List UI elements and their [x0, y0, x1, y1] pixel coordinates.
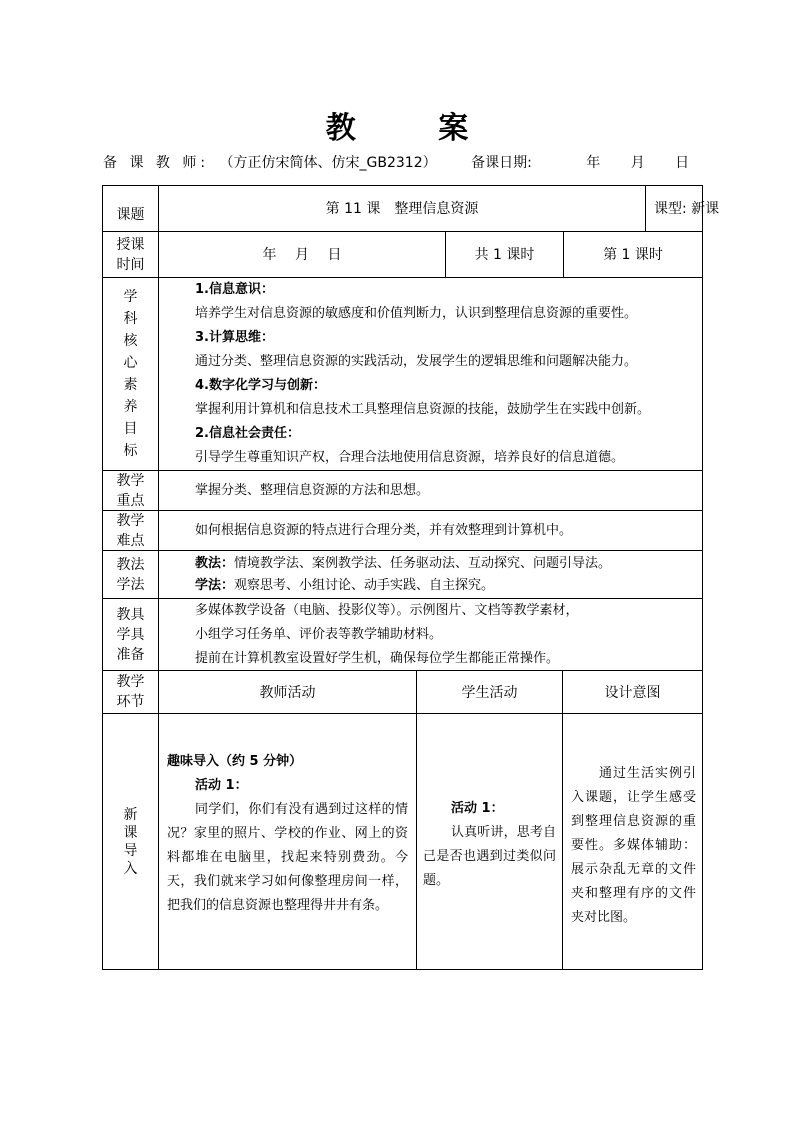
row-topic [103, 186, 720, 232]
tools-line: 提前在计算机教室设置好学生机，确保每位学生都能正常操作。 [195, 651, 560, 666]
font-note: （方正仿宋简体、仿宋_GB2312） [219, 155, 437, 171]
literacy-heading: 3.计算思维： [195, 330, 274, 345]
intro-design-intent [563, 714, 702, 969]
learn-method-label: 学法： [195, 578, 235, 593]
intro-student-activity-label: 活动 1： [451, 801, 504, 816]
header-design-intent: 设计意图 [604, 685, 661, 701]
key-point-label: 教学 重点 [103, 471, 159, 510]
row-key-point [103, 471, 702, 511]
time-date: 年 月 日 [159, 232, 446, 277]
literacy-label: 学 科 核 心 素 养 目 标 [103, 278, 159, 470]
methods-content [159, 551, 702, 598]
time-label: 授课 时间 [103, 232, 159, 277]
row-core-literacy [103, 278, 702, 471]
literacy-text: 培养学生对信息资源的敏感度和价值判断力，认识到整理信息资源的重要性。 [195, 306, 638, 321]
intro-student-text: 认真听讲，思考自己是否也遇到过类似问题。 [423, 825, 556, 888]
key-point-text: 掌握分类、整理信息资源的方法和思想。 [195, 483, 430, 498]
literacy-heading: 1.信息意识： [195, 282, 274, 297]
row-tools [103, 599, 702, 671]
difficulty-label: 教学 难点 [103, 511, 159, 550]
intro-label: 新 课 导 入 [103, 714, 159, 969]
header-teacher-activity: 教师活动 [159, 671, 417, 713]
methods-label: 教法 学法 [103, 551, 159, 598]
row-intro [103, 714, 702, 969]
intro-heading: 趣味导入（约 5 分钟） [167, 754, 303, 769]
literacy-text: 掌握利用计算机和信息技术工具整理信息资源的技能，鼓励学生在实践中创新。 [195, 402, 651, 417]
row-phase-header [103, 671, 702, 714]
intro-teacher-activity [159, 714, 417, 969]
literacy-text: 引导学生尊重知识产权，合理合法地使用信息资源，培养良好的信息道德。 [195, 450, 625, 465]
teach-method-text: 情境教学法、案例教学法、任务驱动法、互动探究、问题引导法。 [234, 556, 612, 571]
intro-teacher-text: 同学们，你们有没有遇到过这样的情况？家里的照片、学校的作业、网上的资料都堆在电脑里，找起来特别费劲。今天，我们就来学习如何像整理房间一样，把我们的信息资源也整理得井井有条。 [167, 802, 408, 913]
lesson-plan-table [102, 185, 720, 970]
teacher-label: 备 课 教 师: [103, 155, 210, 171]
current-period: 第 1 课时 [603, 247, 663, 263]
intro-teacher-activity-label: 活动 1： [195, 778, 248, 793]
literacy-content [159, 278, 702, 470]
tools-line: 多媒体教学设备（电脑、投影仪等）。示例图片、文档等教学素材， [195, 603, 579, 618]
tools-content [159, 599, 702, 670]
literacy-heading: 2.信息社会责任： [195, 426, 300, 441]
lesson-type: 课型: 新课 [654, 201, 720, 217]
prep-info-line [103, 152, 703, 172]
phase-label: 教学 环节 [103, 671, 159, 713]
row-difficulty [103, 511, 702, 551]
intro-intent-text: 通过生活实例引入课题，让学生感受到整理信息资源的重要性。多媒体辅助：展示杂乱无章的文件夹和整理有序的文件夹对比图。 [571, 766, 696, 925]
tools-line: 小组学习任务单、评价表等教学辅助材料。 [195, 627, 443, 642]
row-time [103, 232, 702, 278]
row-methods [103, 551, 702, 599]
intro-student-activity [417, 714, 563, 969]
total-periods: 共 1 课时 [446, 232, 564, 277]
topic-value: 第 11 课 整理信息资源 [159, 186, 646, 231]
header-student-activity: 学生活动 [417, 671, 563, 713]
learn-method-text: 观察思考、小组讨论、动手实践、自主探究。 [234, 578, 495, 593]
difficulty-text: 如何根据信息资源的特点进行合理分类，并有效整理到计算机中。 [195, 523, 573, 538]
literacy-heading: 4.数字化学习与创新： [195, 378, 326, 393]
prep-date-label: 备课日期: [471, 155, 532, 171]
literacy-text: 通过分类、整理信息资源的实践活动，发展学生的逻辑思维和问题解决能力。 [195, 354, 638, 369]
document-title: 教 案 [325, 111, 505, 146]
teach-method-label: 教法： [195, 556, 235, 571]
tools-label: 教具 学具 准备 [103, 599, 159, 670]
prep-date-value: 年 月 日 [586, 155, 690, 171]
topic-label: 课题 [103, 186, 159, 231]
